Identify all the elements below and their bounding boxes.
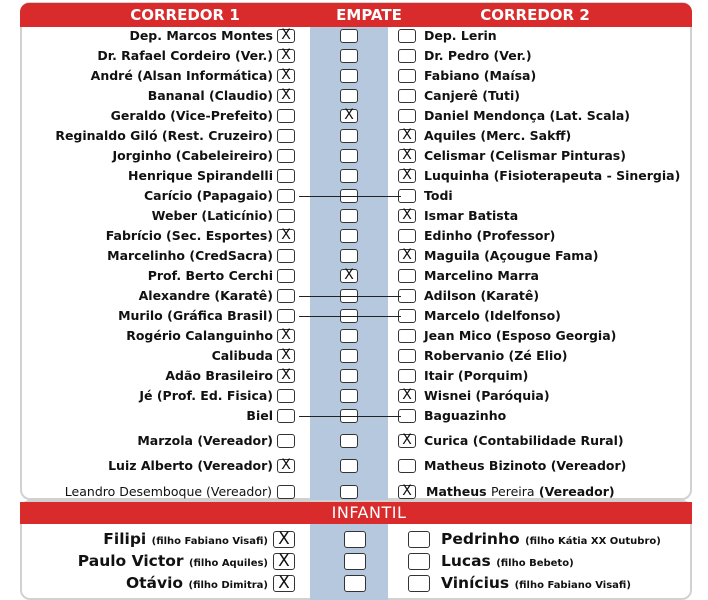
row-right-name: Dep. Lerin xyxy=(424,28,497,43)
row-left-name: Biel xyxy=(246,408,273,423)
empate-checkbox[interactable] xyxy=(340,149,358,163)
row-right-name: Edinho (Professor) xyxy=(424,228,556,243)
row-left-name: Calibuda xyxy=(211,348,273,363)
tie-line xyxy=(299,196,401,197)
row-left-name: Fabrício (Sec. Esportes) xyxy=(105,228,273,243)
tie-line xyxy=(299,296,401,297)
infantil-corredor2-checkbox[interactable] xyxy=(408,553,430,570)
corredor2-checkbox[interactable]: X xyxy=(398,149,416,163)
infantil-right-name xyxy=(441,572,631,594)
empate-checkbox[interactable] xyxy=(340,485,358,499)
row-right-name: Celismar (Celismar Pinturas) xyxy=(424,148,626,163)
row-left-name: André (Alsan Informática) xyxy=(90,68,273,83)
corredor2-checkbox[interactable] xyxy=(398,89,416,103)
row-right-name: Todi xyxy=(424,188,453,203)
empate-checkbox[interactable] xyxy=(340,229,358,243)
infantil-right-first: Pedrinho xyxy=(441,530,520,548)
row-right-name: Dr. Pedro (Ver.) xyxy=(424,48,532,63)
infantil-right-parent: (filho Bebeto) xyxy=(496,558,574,569)
row-left-name: Adão Brasileiro xyxy=(165,368,273,383)
corredor2-checkbox[interactable]: X xyxy=(398,434,416,448)
corredor1-checkbox[interactable] xyxy=(277,269,295,283)
row-right-name: Aquiles (Merc. Sakff) xyxy=(424,128,572,143)
empate-checkbox[interactable] xyxy=(340,349,358,363)
row-left-name: Dep. Marcos Montes xyxy=(129,28,273,43)
row-right-name: Daniel Mendonça (Lat. Scala) xyxy=(424,108,631,123)
row-left-name: Rogério Calanguinho xyxy=(126,328,273,343)
corredor1-checkbox[interactable] xyxy=(277,485,295,499)
corredor2-checkbox[interactable] xyxy=(398,329,416,343)
infantil-left-name xyxy=(0,572,268,594)
corredor1-checkbox[interactable]: X xyxy=(277,69,295,83)
infantil-empate-checkbox[interactable] xyxy=(344,575,366,592)
header-corredor-2: CORREDOR 2 xyxy=(480,6,590,24)
row-right-name: Baguazinho xyxy=(424,408,507,423)
corredor1-checkbox[interactable] xyxy=(277,409,295,423)
corredor2-checkbox[interactable]: X xyxy=(398,209,416,223)
corredor2-checkbox[interactable] xyxy=(398,229,416,243)
corredor1-checkbox[interactable] xyxy=(277,129,295,143)
corredor1-checkbox[interactable]: X xyxy=(277,329,295,343)
corredor1-checkbox[interactable] xyxy=(277,169,295,183)
corredor2-checkbox[interactable]: X xyxy=(398,389,416,403)
header-corredor-1: CORREDOR 1 xyxy=(130,6,240,24)
corredor1-checkbox[interactable] xyxy=(277,309,295,323)
row-left-name: Dr. Rafael Cordeiro (Ver.) xyxy=(97,48,273,63)
infantil-empate-checkbox[interactable] xyxy=(344,553,366,570)
row-right-name: Jean Mico (Esposo Georgia) xyxy=(424,328,617,343)
infantil-left-name xyxy=(0,550,268,572)
corredor1-checkbox[interactable] xyxy=(277,289,295,303)
row-right-name: Maguila (Açougue Fama) xyxy=(424,248,599,263)
empate-checkbox[interactable] xyxy=(340,49,358,63)
row-left-name: Marzola (Vereador) xyxy=(137,433,273,448)
empate-checkbox[interactable] xyxy=(340,389,358,403)
corredor2-checkbox[interactable]: X xyxy=(398,485,416,499)
infantil-corredor1-checkbox[interactable]: X xyxy=(273,553,295,570)
row-right-name: Luquinha (Fisioterapeuta - Sinergia) xyxy=(424,168,681,183)
corredor2-checkbox[interactable] xyxy=(398,49,416,63)
corredor1-checkbox[interactable] xyxy=(277,149,295,163)
row-right-name xyxy=(426,482,615,502)
header-bar xyxy=(20,3,692,27)
row-left-name: Prof. Berto Cerchi xyxy=(147,268,273,283)
infantil-left-first: Paulo Victor xyxy=(77,552,184,570)
corredor2-checkbox[interactable]: X xyxy=(398,129,416,143)
row-right-name: Robervanio (Zé Elio) xyxy=(424,348,568,363)
row-right-name: Itair (Porquim) xyxy=(424,368,529,383)
infantil-corredor1-checkbox[interactable]: X xyxy=(273,575,295,592)
infantil-empate-checkbox[interactable] xyxy=(344,531,366,548)
infantil-corredor2-checkbox[interactable] xyxy=(408,531,430,548)
row-left-name: Alexandre (Karatê) xyxy=(138,288,273,303)
corredor1-checkbox[interactable]: X xyxy=(277,29,295,43)
row-left-name: Bananal (Claudio) xyxy=(147,88,273,103)
infantil-right-name xyxy=(441,550,574,572)
corredor1-checkbox[interactable] xyxy=(277,109,295,123)
row-left-name: Henrique Spirandelli xyxy=(128,168,273,183)
infantil-right-first: Vinícius xyxy=(441,574,510,592)
corredor1-checkbox[interactable]: X xyxy=(277,349,295,363)
corredor1-checkbox[interactable]: X xyxy=(277,229,295,243)
row-right-name: Adilson (Karatê) xyxy=(424,288,540,303)
row-left-name: Marcelinho (CredSacra) xyxy=(107,248,273,263)
row-left-name: Reginaldo Giló (Rest. Cruzeiro) xyxy=(55,128,273,143)
empate-checkbox[interactable] xyxy=(340,369,358,383)
infantil-left-parent: (filho Fabiano Visafi) xyxy=(151,536,268,547)
row-left-name: Jorginho (Cabeleireiro) xyxy=(112,148,273,163)
corredor2-checkbox[interactable] xyxy=(398,349,416,363)
tie-line xyxy=(299,416,401,417)
row-left-name: Murilo (Gráfica Brasil) xyxy=(118,308,273,323)
tie-line xyxy=(299,316,401,317)
infantil-left-name xyxy=(0,528,268,550)
row-right-name: Ismar Batista xyxy=(424,208,519,223)
empate-checkbox[interactable] xyxy=(340,459,358,473)
corredor1-checkbox[interactable]: X xyxy=(277,89,295,103)
row-right-name: Matheus Bizinoto (Vereador) xyxy=(424,458,627,473)
infantil-title: INFANTIL xyxy=(331,503,407,522)
infantil-left-parent: (filho Dimitra) xyxy=(188,580,268,591)
empate-checkbox[interactable]: X xyxy=(340,269,358,283)
empate-checkbox[interactable] xyxy=(340,209,358,223)
row-left-name: Leandro Desemboque (Vereador) xyxy=(64,484,272,499)
infantil-corredor2-checkbox[interactable] xyxy=(408,575,430,592)
row-right-name: Marcelo (Idelfonso) xyxy=(424,308,561,323)
empate-checkbox[interactable] xyxy=(340,329,358,343)
corredor2-checkbox[interactable] xyxy=(398,69,416,83)
corredor2-checkbox[interactable] xyxy=(398,29,416,43)
infantil-bar xyxy=(20,502,692,524)
row-right-name: Curica (Contabilidade Rural) xyxy=(424,433,624,448)
infantil-left-first: Otávio xyxy=(125,574,184,592)
infantil-right-parent: (filho Kátia XX Outubro) xyxy=(525,536,661,547)
corredor1-checkbox[interactable]: X xyxy=(277,49,295,63)
empate-checkbox[interactable] xyxy=(340,169,358,183)
corredor2-checkbox[interactable] xyxy=(398,459,416,473)
row-right-name: Wisnei (Paróquia) xyxy=(424,388,550,403)
corredor2-checkbox[interactable]: X xyxy=(398,169,416,183)
right-name-surname: Pereira xyxy=(490,484,535,499)
corredor1-checkbox[interactable]: X xyxy=(277,459,295,473)
corredor1-checkbox[interactable] xyxy=(277,249,295,263)
empate-checkbox[interactable]: X xyxy=(340,109,358,123)
row-left-name: Carício (Papagaio) xyxy=(143,188,273,203)
infantil-right-name xyxy=(441,528,661,550)
infantil-left-parent: (filho Aquiles) xyxy=(188,558,268,569)
corredor1-checkbox[interactable] xyxy=(277,389,295,403)
empate-checkbox[interactable] xyxy=(340,89,358,103)
corredor1-checkbox[interactable] xyxy=(277,189,295,203)
corredor1-checkbox[interactable] xyxy=(277,209,295,223)
infantil-corredor1-checkbox[interactable]: X xyxy=(273,531,295,548)
row-right-name: Fabiano (Maísa) xyxy=(424,68,537,83)
corredor1-checkbox[interactable] xyxy=(277,434,295,448)
empate-checkbox[interactable] xyxy=(340,249,358,263)
empate-checkbox[interactable] xyxy=(340,129,358,143)
corredor2-checkbox[interactable]: X xyxy=(398,249,416,263)
header-empate: EMPATE xyxy=(336,6,402,24)
right-name-role: (Vereador) xyxy=(538,484,615,499)
infantil-left-first: Filipi xyxy=(103,530,147,548)
infantil-right-first: Lucas xyxy=(441,552,491,570)
empate-checkbox[interactable] xyxy=(340,434,358,448)
row-left-name: Luiz Alberto (Vereador) xyxy=(108,458,273,473)
infantil-right-parent: (filho Fabiano Visafi) xyxy=(514,580,631,591)
row-left-name: Jé (Prof. Ed. Fisica) xyxy=(139,388,273,403)
row-left-name: Weber (Laticínio) xyxy=(151,208,273,223)
corredor2-checkbox[interactable] xyxy=(398,109,416,123)
empate-checkbox[interactable] xyxy=(340,69,358,83)
row-right-name: Marcelino Marra xyxy=(424,268,539,283)
row-left-name: Geraldo (Vice-Prefeito) xyxy=(110,108,273,123)
row-right-name: Canjerê (Tuti) xyxy=(424,88,521,103)
corredor2-checkbox[interactable] xyxy=(398,369,416,383)
empate-checkbox[interactable] xyxy=(340,29,358,43)
right-name-part: Matheus xyxy=(426,484,487,499)
corredor2-checkbox[interactable] xyxy=(398,269,416,283)
corredor1-checkbox[interactable]: X xyxy=(277,369,295,383)
